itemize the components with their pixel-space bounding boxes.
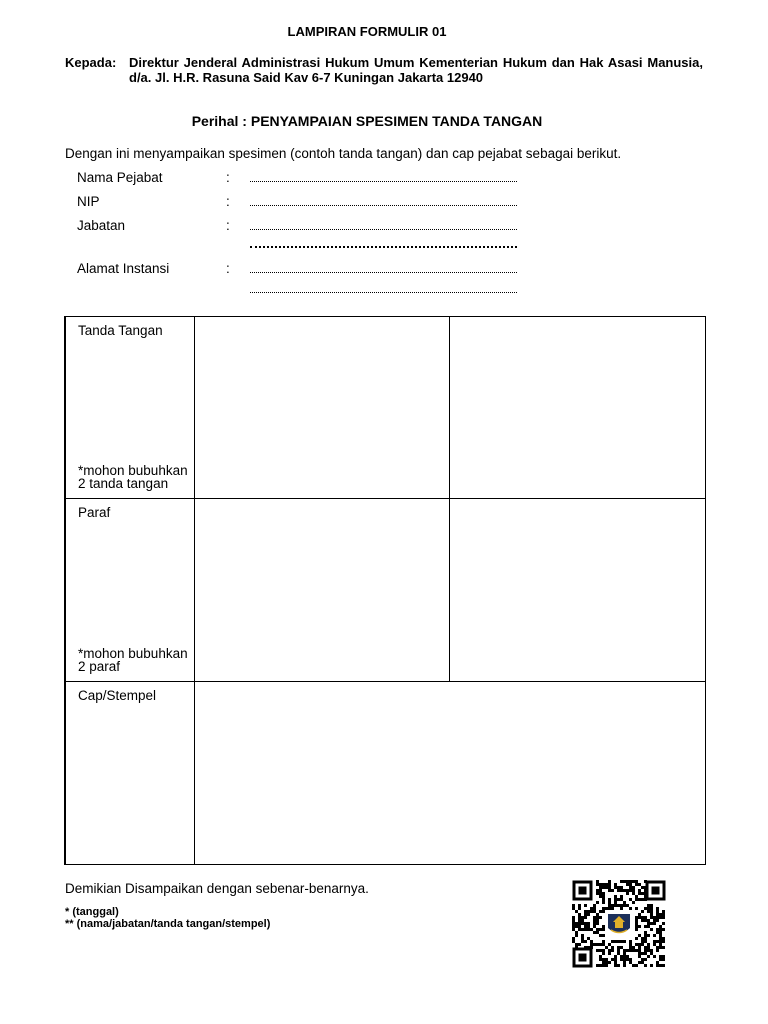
field-label-nip: NIP bbox=[77, 194, 100, 209]
alamat-blank-line[interactable] bbox=[250, 272, 517, 273]
paraf-label: Paraf bbox=[78, 505, 111, 520]
qr-code-icon bbox=[572, 880, 666, 968]
paraf-box-2[interactable] bbox=[449, 499, 705, 682]
recipient-label: Kepada: bbox=[65, 55, 117, 70]
signature-box-2[interactable] bbox=[449, 317, 705, 499]
signature-note-line-2: 2 tanda tangan bbox=[78, 476, 169, 491]
nip-blank-line[interactable] bbox=[250, 205, 517, 206]
closing-text: Demikian Disampaikan dengan sebenar-benarnya. bbox=[65, 881, 369, 896]
paraf-note-line-2: 2 paraf bbox=[78, 659, 121, 674]
field-colon: : bbox=[226, 261, 230, 276]
jabatan-blank-line[interactable] bbox=[250, 229, 517, 230]
signature-label-cell bbox=[65, 317, 194, 499]
intro-text: Dengan ini menyampaikan spesimen (contoh tanda tangan) dan cap pejabat sebagai berikut. bbox=[65, 146, 622, 161]
stamp-box[interactable] bbox=[194, 682, 705, 865]
footnote-identity: ** (nama/jabatan/tanda tangan/stempel) bbox=[65, 918, 271, 930]
jabatan-blank-line-2[interactable] bbox=[250, 246, 517, 248]
paraf-note bbox=[78, 647, 188, 673]
paraf-label-cell bbox=[65, 499, 194, 682]
field-label-jabatan: Jabatan bbox=[77, 218, 126, 233]
field-colon: : bbox=[226, 194, 230, 209]
recipient-address: Direktur Jenderal Administrasi Hukum Umum Kementerian Hukum dan Hak Asasi Manusia, d/a. Jl. H.R. Rasuna Said Kav 6-7 Kuningan Jakarta 12940 bbox=[129, 55, 703, 85]
stamp-label: Cap/Stempel bbox=[78, 688, 157, 703]
subject-line: Perihal : PENYAMPAIAN SPESIMEN TANDA TANGAN bbox=[191, 113, 543, 129]
paraf-note-line-1: *mohon bubuhkan bbox=[78, 646, 188, 661]
signature-note bbox=[78, 464, 188, 490]
signature-label: Tanda Tangan bbox=[78, 323, 163, 338]
field-label-nama-pejabat: Nama Pejabat bbox=[77, 170, 163, 185]
ministry-logo-icon bbox=[606, 911, 632, 937]
nama-pejabat-blank-line[interactable] bbox=[250, 181, 517, 182]
signature-note-line-1: *mohon bubuhkan bbox=[78, 463, 188, 478]
document-title: LAMPIRAN FORMULIR 01 bbox=[287, 24, 447, 39]
field-colon: : bbox=[226, 218, 230, 233]
specimen-table bbox=[64, 316, 706, 865]
stamp-label-cell bbox=[65, 682, 194, 865]
field-colon: : bbox=[226, 170, 230, 185]
signature-box-1[interactable] bbox=[194, 317, 449, 499]
paraf-box-1[interactable] bbox=[194, 499, 449, 682]
footnote-date: * (tanggal) bbox=[65, 906, 119, 918]
field-label-alamat-instansi: Alamat Instansi bbox=[77, 261, 170, 276]
alamat-blank-line-2[interactable] bbox=[250, 292, 517, 293]
